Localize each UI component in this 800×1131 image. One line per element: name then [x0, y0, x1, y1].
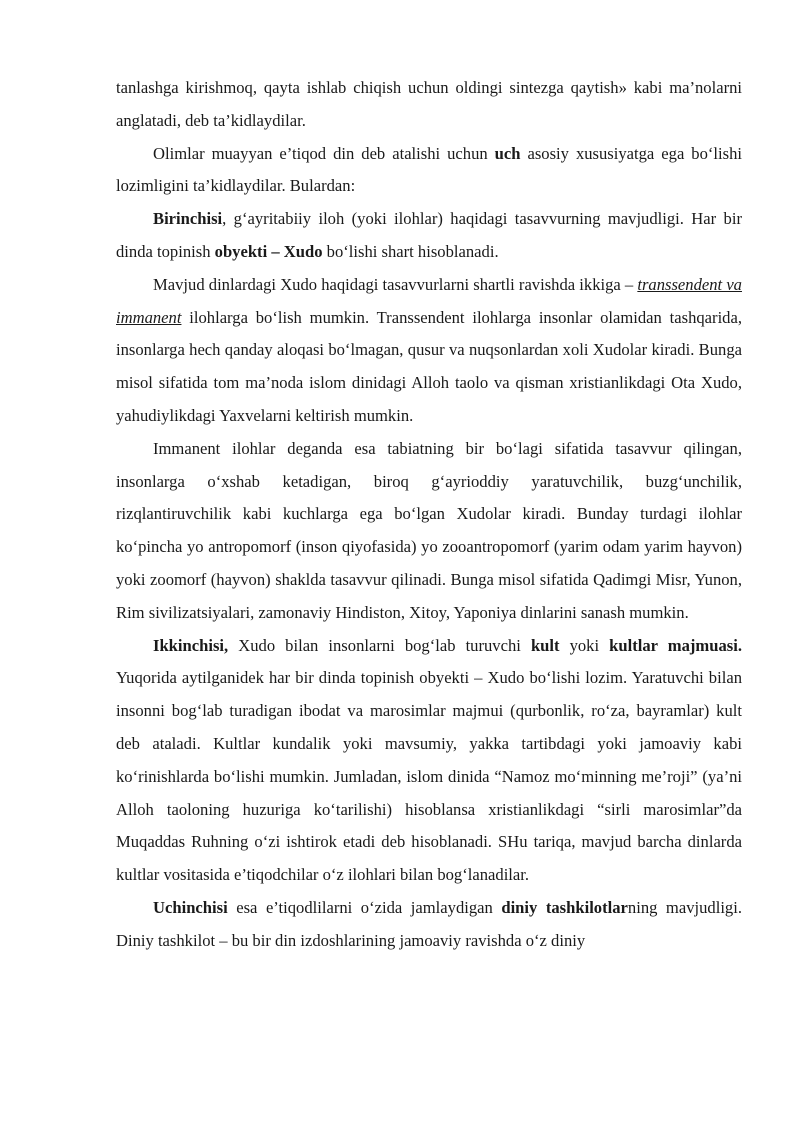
text-run: Mavjud dinlardagi Xudo haqidagi tasavvurlarni shartli ravishda ikkiga –	[153, 274, 638, 294]
paragraph-three-features	[116, 138, 742, 204]
document-page	[116, 72, 742, 958]
text-run: asosiy xususiyatga ega bo‘lishi lozimligini ta’kidlaydilar. Bulardan:	[116, 143, 742, 196]
text-run: ilohlarga bo‘lish mumkin. Transsendent ilohlarga insonlar olamidan tashqarida, insonlarga hech qanday aloqasi bo‘lmagan, qusur va nuqsonlardan xoli Xudolar kiradi. Bunga misol sifatida tom ma’noda islom dinidagi Alloh taolo va qisman xristianlikdagi Ota Xudo, yahudiylikdagi Yaxvelarni keltirish mumkin.	[116, 307, 742, 425]
text-run: ning mavjudligi. Diniy tashkilot – bu bir din izdoshlarining jamoaviy ravishda o‘z diniy	[116, 897, 742, 950]
paragraph-first-feature	[116, 203, 742, 269]
text-run: esa e’tiqodlilarni o‘zida jamlaydigan	[227, 897, 502, 917]
text-run: Xudo bilan insonlarni bog‘lab turuvchi	[228, 635, 531, 655]
bold-term-uch: uch	[494, 143, 521, 163]
paragraph-immanent: Immanent ilohlar deganda esa tabiatning bir bo‘lagi sifatida tasavvur qilingan, insonlarga o‘xshab ketadigan, biroq g‘ayrioddiy yaratuvchilik, buzg‘unchilik, rizqlantiruvchilik kabi kuchlarga ega bo‘lgan Xudolar kiradi. Bunday turdagi ilohlar ko‘pincha yo antropomorf (inson qiyofasida) yo zooantropomorf (yarim odam yarim hayvon) yoki zoomorf (hayvon) shaklda tasavvur qilinadi. Bunga misol sifatida Qadimgi Misr, Yunon, Rim sivilizatsiyalari, zamonaviy Hindiston, Xitoy, Yaponiya dinlarini sanash mumkin.	[116, 438, 742, 622]
text-run: bo‘lishi shart hisoblanadi.	[322, 241, 499, 261]
text-run: , g‘ayritabiiy iloh (yoki ilohlar) haqidagi tasavvurning mavjudligi. Har bir dinda topinish	[116, 209, 742, 261]
paragraph-second-feature	[116, 630, 742, 892]
paragraph-third-feature	[116, 892, 742, 958]
bold-term-kult: kult	[530, 635, 560, 655]
bold-term-diniy-tashkilotlar: diniy tashkilotlar	[501, 897, 628, 917]
bold-term-birinchisi: Birinchisi	[153, 209, 223, 229]
bold-term-ikkinchisi: Ikkinchisi,	[153, 635, 229, 655]
paragraph-continuation: tanlashga kirishmoq, qayta ishlab chiqish uchun oldingi sintezga qaytish» kabi ma’nolarni anglatadi, deb ta’kidlaydilar.	[116, 78, 742, 130]
bold-term-uchinchisi: Uchinchisi	[153, 897, 228, 917]
text-run: yoki	[559, 635, 610, 655]
text-run: Yuqorida aytilganidek har bir dinda topinish obyekti – Xudo bo‘lishi lozim. Yaratuvchi bilan insonni bog‘lab turadigan ibodat va marosimlar majmui (qurbonlik, ro‘za, bayramlar) kult deb ataladi. Kultlar kundalik yoki mavsumiy, yakka tartibdagi yoki jamoaviy kabi ko‘rinishlarda bo‘lishi mumkin. Jumladan, islom dinida “Namoz mo‘minning me’roji” (ya’ni Alloh taoloning huzuriga ko‘tarilishi) hisoblansa xristianlikdagi “sirli marosimlar”da Muqaddas Ruhning o‘zi ishtirok etadi deb hisoblanadi. SHu tariqa, mavjud barcha dinlarda kultlar vositasida e’tiqodchilar o‘z ilohlari bilan bog‘lanadilar.	[116, 668, 742, 885]
paragraph-transcendent	[116, 269, 742, 433]
italic-underlined-term: transsendent va immanent	[116, 274, 742, 327]
bold-term-kultlar-majmuasi: kultlar majmuasi.	[609, 635, 742, 655]
bold-term-obyekti: obyekti – Xudo	[214, 241, 323, 261]
text-run: Olimlar muayyan e’tiqod din deb atalishi uchun	[153, 143, 495, 163]
